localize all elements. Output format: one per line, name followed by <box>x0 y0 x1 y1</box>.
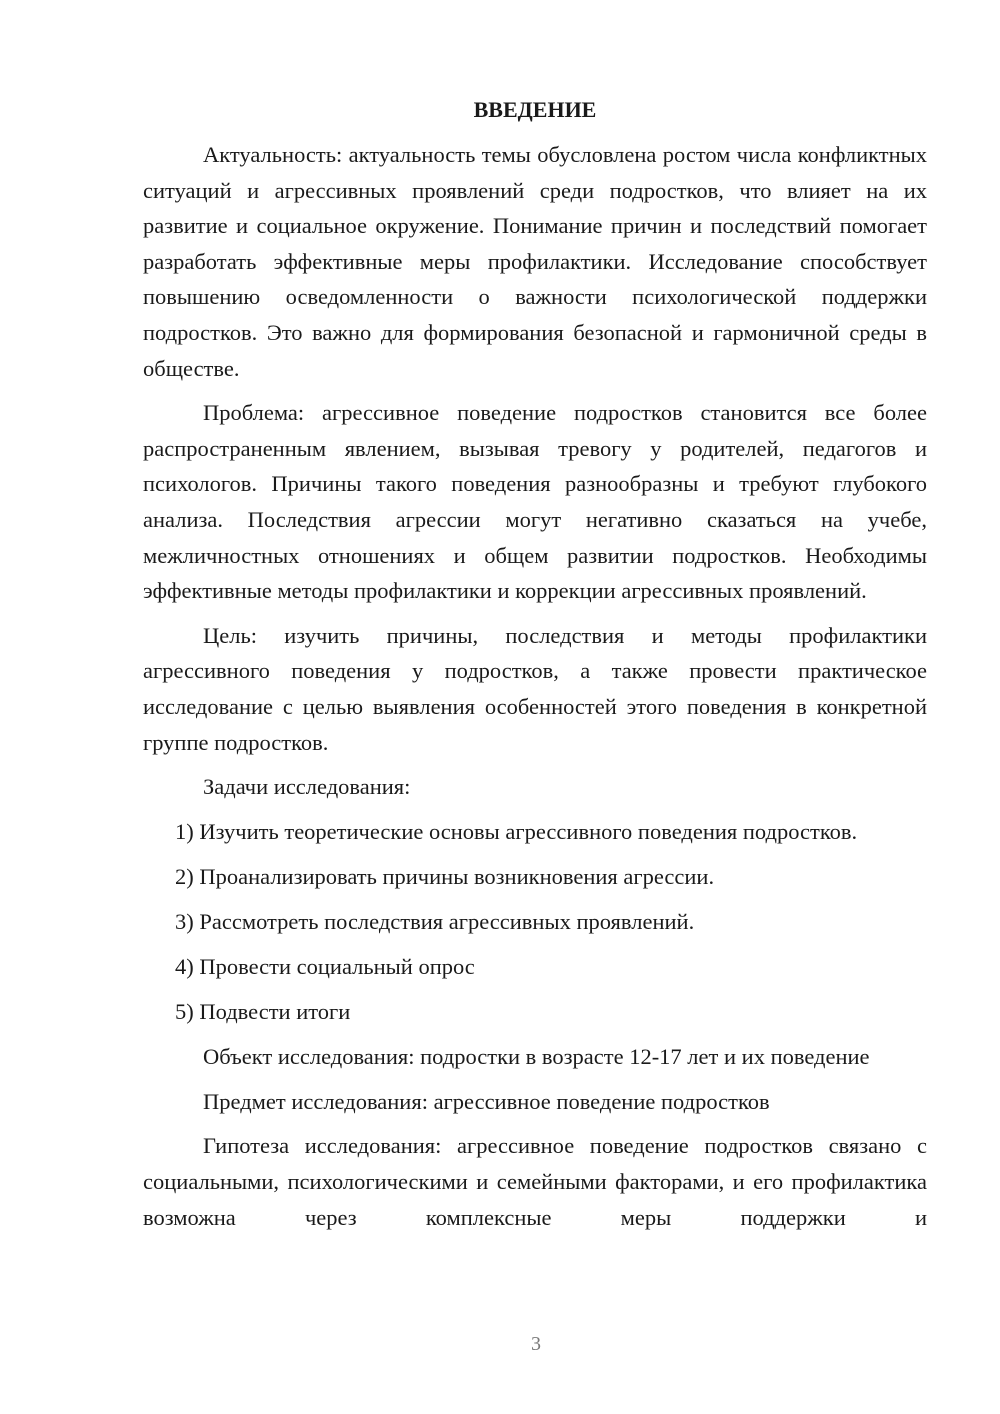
list-item: 4) Провести социальный опрос <box>175 953 475 979</box>
paragraph-hypothesis: Гипотеза исследования: агрессивное поведение подростков связано с социальными, психологическими и семейными факторами, и его профилактика возможна через комплексные меры поддержки и <box>143 1133 927 1230</box>
tasks-heading: Задачи исследования: <box>203 774 411 800</box>
list-item: 1) Изучить теоретические основы агрессивного поведения подростков. <box>175 818 858 844</box>
tasks-list <box>143 814 927 1030</box>
list-item: 2) Проанализировать причины возникновения агрессии. <box>175 863 715 889</box>
document-body <box>143 92 927 1235</box>
list-item: 3) Рассмотреть последствия агрессивных проявлений. <box>175 908 695 934</box>
page-number: 3 <box>531 1333 541 1355</box>
page-title: ВВЕДЕНИЕ <box>473 97 597 122</box>
list-item: 5) Подвести итоги <box>175 999 351 1025</box>
paragraph-goal: Цель: изучить причины, последствия и методы профилактики агрессивного поведения у подростков, а также провести практическое исследование с целью выявления особенностей этого поведения в конкретной группе подростков. <box>143 622 927 755</box>
paragraph-object: Объект исследования: подростки в возрасте 12-17 лет и их поведение <box>203 1044 870 1070</box>
paragraph-problem: Проблема: агрессивное поведение подростков становится все более распространенным явлением, вызывая тревогу у родителей, педагогов и психологов. Причины такого поведения разнообразны и требуют глубокого анализа. Последствия агрессии могут негативно сказаться на учебе, межличностных отношениях и общем развитии подростков. Необходимы эффективные методы профилактики и коррекции агрессивных проявлений. <box>143 400 927 604</box>
paragraph-relevance: Актуальность: актуальность темы обусловлена ростом числа конфликтных ситуаций и агрессивных проявлений среди подростков, что влияет на их развитие и социальное окружение. Понимание причин и последствий помогает разработать эффективные меры профилактики. Исследование способствует повышению осведомленности о важности психологической поддержки подростков. Это важно для формирования безопасной и гармоничной среды в обществе. <box>143 142 927 381</box>
paragraph-subject: Предмет исследования: агрессивное поведение подростков <box>203 1088 770 1114</box>
